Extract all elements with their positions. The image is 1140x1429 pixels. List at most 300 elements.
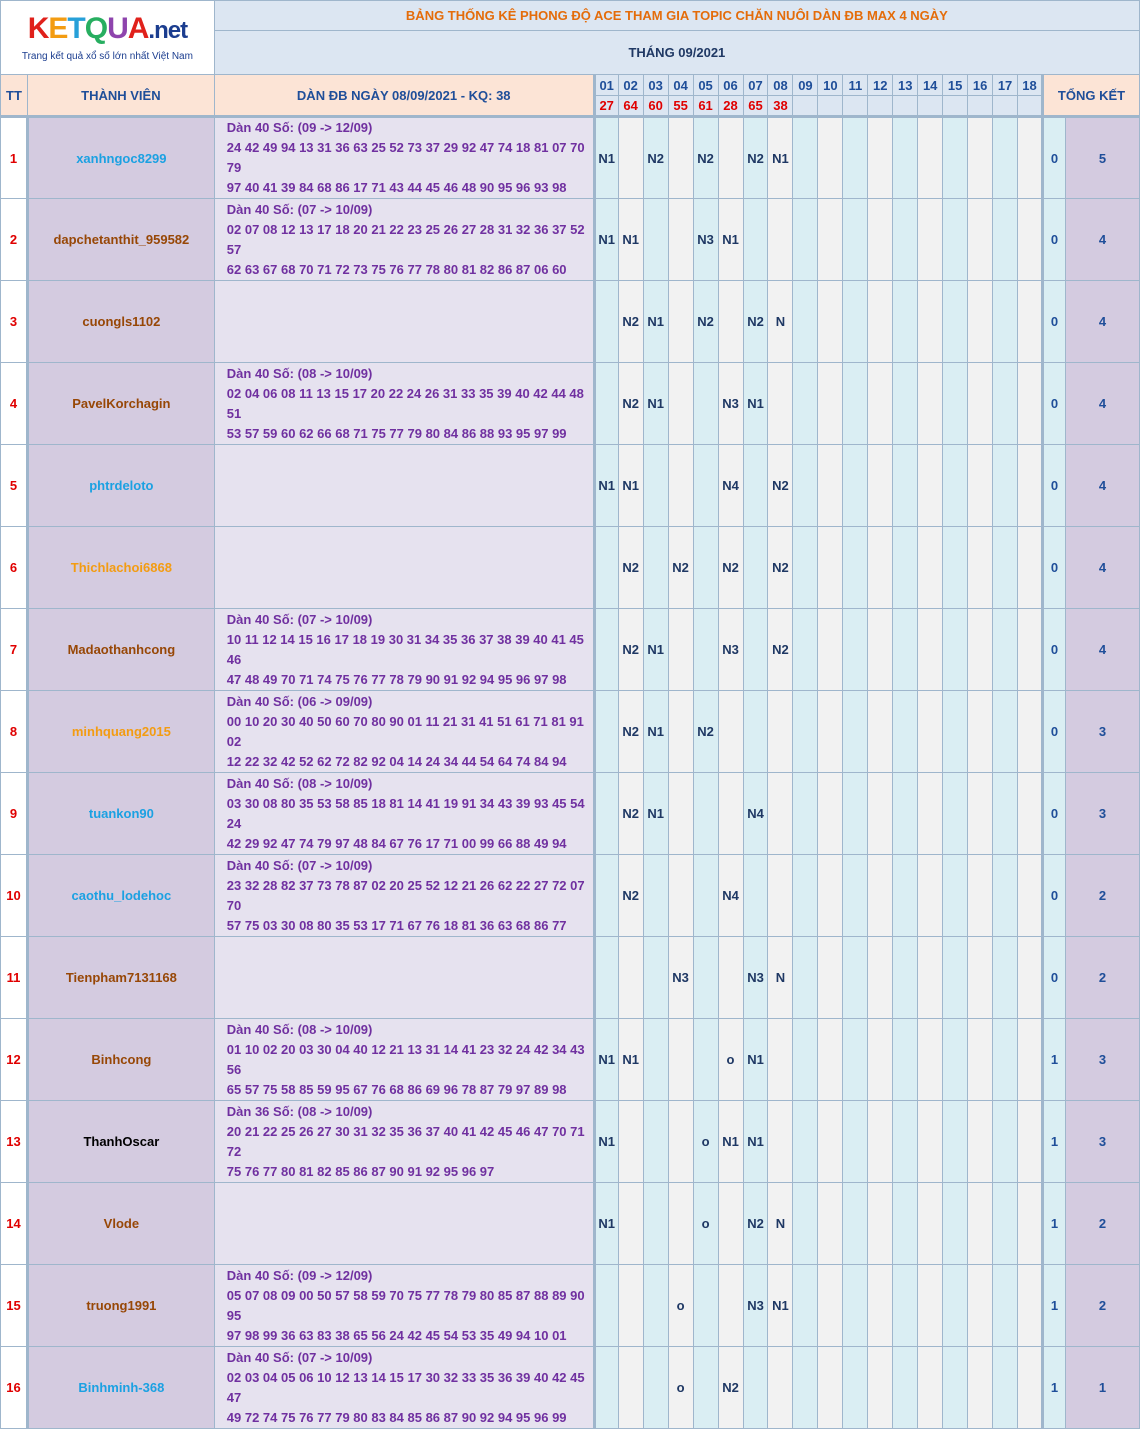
day-cell: N3 [743, 937, 768, 1019]
day-cell [993, 691, 1018, 773]
day-cell [818, 855, 843, 937]
day-cell: o [668, 1265, 693, 1347]
day-cell [594, 937, 618, 1019]
summary-count-a: 0 [1043, 363, 1066, 445]
dan-line: 97 40 41 39 84 68 86 17 71 43 44 45 46 48 90 95 96 93 98 [226, 180, 567, 195]
day-cell: N4 [743, 773, 768, 855]
day-cell [693, 1347, 718, 1429]
member-name[interactable]: caothu_lodehoc [27, 855, 214, 937]
day-cell [818, 363, 843, 445]
day-cell [943, 527, 968, 609]
table-row [1, 363, 1140, 445]
day-header: 05 [693, 75, 718, 96]
day-cell [893, 1347, 918, 1429]
day-cell [743, 855, 768, 937]
day-cell [718, 937, 743, 1019]
day-cell [594, 281, 618, 363]
day-cell: N2 [618, 527, 643, 609]
day-header: 17 [993, 75, 1018, 96]
member-name[interactable]: xanhngoc8299 [27, 117, 214, 199]
dan-numbers [214, 773, 594, 855]
day-cell [868, 117, 893, 199]
row-index: 4 [1, 363, 28, 445]
day-header: 18 [1018, 75, 1043, 96]
dan-title: Dàn 40 Số: (07 -> 10/09) [226, 201, 373, 217]
row-index: 13 [1, 1101, 28, 1183]
dan-line: 75 76 77 80 81 82 85 86 87 90 91 92 95 96 97 [226, 1163, 495, 1179]
day-cell [993, 527, 1018, 609]
day-result: 61 [693, 96, 718, 117]
day-cell [843, 199, 868, 281]
day-cell [643, 1347, 668, 1429]
summary-count-b: 1 [1065, 1347, 1139, 1429]
summary-count-b: 5 [1065, 117, 1139, 199]
day-header: 09 [793, 75, 818, 96]
summary-count-a: 0 [1043, 445, 1066, 527]
dan-line: 24 42 49 94 13 31 36 63 25 52 73 37 29 92 47 74 18 81 07 70 79 [226, 140, 585, 175]
day-header: 04 [668, 75, 693, 96]
dan-numbers [214, 1019, 594, 1101]
member-name[interactable]: PavelKorchagin [27, 363, 214, 445]
day-cell [893, 691, 918, 773]
day-cell [843, 117, 868, 199]
day-cell [1018, 363, 1043, 445]
day-cell: N2 [743, 117, 768, 199]
day-cell [918, 117, 943, 199]
day-cell [893, 363, 918, 445]
day-cell [668, 691, 693, 773]
day-cell [1018, 1265, 1043, 1347]
dan-numbers [214, 1101, 594, 1183]
day-cell [893, 609, 918, 691]
day-cell [993, 773, 1018, 855]
day-cell [668, 773, 693, 855]
day-cell [768, 1101, 793, 1183]
day-cell [1018, 691, 1043, 773]
dan-title: Dàn 36 Số: (08 -> 10/09) [226, 1103, 373, 1119]
day-header: 08 [768, 75, 793, 96]
day-cell [918, 1101, 943, 1183]
day-cell [868, 937, 893, 1019]
day-cell [643, 937, 668, 1019]
day-cell [743, 609, 768, 691]
dan-numbers [214, 199, 594, 281]
day-cell [668, 117, 693, 199]
day-cell: N1 [618, 199, 643, 281]
day-cell [793, 1183, 818, 1265]
row-index: 3 [1, 281, 28, 363]
day-cell [968, 773, 993, 855]
day-cell [918, 363, 943, 445]
col-header-dan: DÀN ĐB NGÀY 08/09/2021 - KQ: 38 [214, 75, 594, 117]
day-cell [918, 855, 943, 937]
day-result [843, 96, 868, 117]
table-row [1, 937, 1140, 1019]
member-name[interactable]: truong1991 [27, 1265, 214, 1347]
day-cell [768, 855, 793, 937]
day-cell [793, 855, 818, 937]
day-result: 65 [743, 96, 768, 117]
member-name[interactable]: dapchetanthit_959582 [27, 199, 214, 281]
day-cell [868, 1019, 893, 1101]
day-cell [768, 1019, 793, 1101]
day-cell [868, 1265, 893, 1347]
day-cell [868, 1101, 893, 1183]
row-index: 11 [1, 937, 28, 1019]
day-cell [718, 773, 743, 855]
dan-numbers [214, 937, 594, 1019]
day-cell [943, 609, 968, 691]
day-cell [668, 1019, 693, 1101]
row-index: 16 [1, 1347, 28, 1429]
table-row [1, 1265, 1140, 1347]
day-cell: N2 [743, 281, 768, 363]
day-cell [668, 363, 693, 445]
day-cell [818, 1183, 843, 1265]
day-cell [868, 1183, 893, 1265]
member-name[interactable]: ThanhOscar [27, 1101, 214, 1183]
day-cell [968, 691, 993, 773]
day-cell [818, 1101, 843, 1183]
day-cell: N1 [594, 1183, 618, 1265]
row-index: 15 [1, 1265, 28, 1347]
day-cell: N2 [618, 281, 643, 363]
day-cell [1018, 1183, 1043, 1265]
day-cell: N1 [743, 363, 768, 445]
day-cell: N1 [594, 1101, 618, 1183]
row-index: 1 [1, 117, 28, 199]
day-header: 06 [718, 75, 743, 96]
day-cell [968, 1101, 993, 1183]
day-cell [1018, 1101, 1043, 1183]
day-cell [793, 1101, 818, 1183]
dan-numbers [214, 1265, 594, 1347]
summary-count-b: 2 [1065, 937, 1139, 1019]
member-name[interactable]: tuankon90 [27, 773, 214, 855]
day-cell [868, 281, 893, 363]
day-cell [618, 1101, 643, 1183]
day-cell [893, 199, 918, 281]
dan-line: 49 72 74 75 76 77 79 80 83 84 85 86 87 90 92 94 95 96 99 [226, 1409, 567, 1425]
day-cell [718, 1265, 743, 1347]
day-cell [843, 1019, 868, 1101]
day-cell [968, 1265, 993, 1347]
day-result [893, 96, 918, 117]
day-cell: N2 [693, 281, 718, 363]
day-cell [693, 773, 718, 855]
day-cell [743, 199, 768, 281]
day-cell [618, 937, 643, 1019]
day-cell [793, 199, 818, 281]
day-cell [594, 1347, 618, 1429]
col-header-tt: TT [1, 75, 28, 117]
day-cell [1018, 1347, 1043, 1429]
summary-count-b: 3 [1065, 1101, 1139, 1183]
table-row [1, 1347, 1140, 1429]
day-cell: N3 [743, 1265, 768, 1347]
day-cell [943, 281, 968, 363]
day-cell [693, 937, 718, 1019]
day-cell: N2 [618, 691, 643, 773]
day-header: 14 [918, 75, 943, 96]
summary-count-b: 4 [1065, 445, 1139, 527]
summary-count-b: 2 [1065, 855, 1139, 937]
logo-letter: E [48, 12, 68, 45]
day-cell: N1 [618, 445, 643, 527]
summary-count-a: 1 [1043, 1101, 1066, 1183]
day-cell [693, 1265, 718, 1347]
day-cell [693, 363, 718, 445]
day-header: 03 [643, 75, 668, 96]
day-cell: N2 [718, 527, 743, 609]
summary-count-a: 1 [1043, 1019, 1066, 1101]
dan-line: 65 57 75 58 85 59 95 67 76 68 86 69 96 78 87 79 97 89 98 [226, 1081, 567, 1097]
day-cell [843, 1183, 868, 1265]
day-cell [918, 691, 943, 773]
day-cell [943, 691, 968, 773]
summary-count-a: 0 [1043, 281, 1066, 363]
day-cell [668, 281, 693, 363]
day-cell [594, 527, 618, 609]
day-cell [1018, 609, 1043, 691]
day-cell [818, 937, 843, 1019]
table-row [1, 527, 1140, 609]
member-name[interactable]: cuongls1102 [27, 281, 214, 363]
day-cell [643, 1265, 668, 1347]
member-name[interactable]: phtrdeloto [27, 445, 214, 527]
member-name[interactable]: minhquang2015 [27, 691, 214, 773]
member-name[interactable]: Thichlachoi6868 [27, 527, 214, 609]
day-cell [993, 281, 1018, 363]
day-header: 13 [893, 75, 918, 96]
day-cell: N4 [718, 855, 743, 937]
day-cell [918, 445, 943, 527]
day-cell [993, 609, 1018, 691]
day-cell [693, 855, 718, 937]
day-cell [793, 1347, 818, 1429]
table-row [1, 691, 1140, 773]
day-cell: N [768, 1183, 793, 1265]
day-cell [918, 527, 943, 609]
summary-count-b: 3 [1065, 773, 1139, 855]
day-cell [818, 609, 843, 691]
day-cell [668, 445, 693, 527]
summary-count-b: 4 [1065, 527, 1139, 609]
day-result: 55 [668, 96, 693, 117]
day-cell [968, 363, 993, 445]
logo-tagline: Trang kết quả xổ số lớn nhất Việt Nam [21, 51, 193, 62]
day-cell [893, 281, 918, 363]
day-cell: N4 [718, 445, 743, 527]
dan-title: Dàn 40 Số: (08 -> 10/09) [226, 365, 373, 381]
summary-count-a: 0 [1043, 117, 1066, 199]
table-row [1, 199, 1140, 281]
day-cell [1018, 281, 1043, 363]
day-cell [718, 117, 743, 199]
day-cell [968, 445, 993, 527]
row-index: 12 [1, 1019, 28, 1101]
summary-count-a: 1 [1043, 1347, 1066, 1429]
day-cell [643, 445, 668, 527]
summary-count-b: 4 [1065, 609, 1139, 691]
summary-count-b: 2 [1065, 1183, 1139, 1265]
day-cell: N1 [643, 691, 668, 773]
day-cell [618, 1347, 643, 1429]
day-cell [893, 1265, 918, 1347]
summary-count-a: 0 [1043, 691, 1066, 773]
table-row [1, 1101, 1140, 1183]
day-cell [843, 609, 868, 691]
day-cell [594, 363, 618, 445]
day-cell: N1 [594, 1019, 618, 1101]
day-cell [843, 363, 868, 445]
day-cell [943, 773, 968, 855]
day-result [1018, 96, 1043, 117]
day-result: 28 [718, 96, 743, 117]
day-cell: N2 [768, 527, 793, 609]
dan-numbers [214, 117, 594, 199]
day-cell [668, 609, 693, 691]
day-cell [793, 773, 818, 855]
member-name[interactable]: Binhminh-368 [27, 1347, 214, 1429]
logo-letter: U [107, 12, 128, 45]
day-cell [668, 1183, 693, 1265]
member-name[interactable]: Madaothanhcong [27, 609, 214, 691]
dan-numbers [214, 855, 594, 937]
day-cell [643, 199, 668, 281]
day-cell: N3 [693, 199, 718, 281]
day-cell: N1 [718, 199, 743, 281]
day-cell: N [768, 281, 793, 363]
day-cell [968, 609, 993, 691]
day-cell [768, 199, 793, 281]
day-cell [1018, 773, 1043, 855]
day-cell [818, 527, 843, 609]
day-cell: N [768, 937, 793, 1019]
day-cell [643, 1101, 668, 1183]
logo-letter: A [127, 12, 149, 45]
day-cell: N2 [768, 609, 793, 691]
dan-line: 02 04 06 08 11 13 15 17 20 22 24 26 31 33 35 39 40 42 44 48 51 [226, 385, 584, 421]
row-index: 5 [1, 445, 28, 527]
dan-title: Dàn 40 Số: (09 -> 12/09) [226, 1267, 373, 1283]
summary-count-b: 4 [1065, 199, 1139, 281]
day-cell: N2 [618, 855, 643, 937]
day-cell [718, 691, 743, 773]
day-cell [768, 691, 793, 773]
day-cell [993, 855, 1018, 937]
day-result: 38 [768, 96, 793, 117]
dan-numbers [214, 363, 594, 445]
day-cell: N2 [668, 527, 693, 609]
day-cell [743, 445, 768, 527]
day-cell [594, 855, 618, 937]
day-cell [1018, 527, 1043, 609]
day-cell: N1 [768, 1265, 793, 1347]
day-cell: N3 [718, 363, 743, 445]
dan-line: 57 75 03 30 08 80 35 53 17 71 67 76 18 81 36 63 68 86 77 [226, 917, 567, 933]
dan-line: 42 29 92 47 74 79 97 48 84 67 76 17 71 00 99 66 88 49 94 [226, 835, 567, 851]
day-cell [993, 1265, 1018, 1347]
day-cell [843, 937, 868, 1019]
day-cell: N1 [718, 1101, 743, 1183]
day-header: 01 [594, 75, 618, 96]
day-cell [943, 199, 968, 281]
day-cell: N2 [718, 1347, 743, 1429]
day-cell [968, 199, 993, 281]
row-index: 7 [1, 609, 28, 691]
table-row [1, 1019, 1140, 1101]
row-index: 6 [1, 527, 28, 609]
day-cell [793, 1019, 818, 1101]
day-cell: o [718, 1019, 743, 1101]
dan-line: 01 10 02 20 03 30 04 40 12 21 13 31 14 41 23 32 24 42 34 43 56 [226, 1041, 585, 1077]
member-name[interactable]: Vlode [27, 1183, 214, 1265]
logo[interactable] [1, 1, 215, 75]
dan-title: Dàn 40 Số: (08 -> 10/09) [226, 1021, 373, 1037]
day-cell [843, 691, 868, 773]
day-cell [793, 527, 818, 609]
day-cell [868, 855, 893, 937]
summary-count-b: 3 [1065, 1019, 1139, 1101]
day-cell [893, 855, 918, 937]
dan-line: 02 03 04 05 06 10 12 13 14 15 17 30 32 33 35 36 39 40 42 45 47 [226, 1369, 585, 1405]
col-header-member: THÀNH VIÊN [27, 75, 214, 117]
day-cell [793, 609, 818, 691]
day-cell: N2 [618, 773, 643, 855]
summary-count-a: 0 [1043, 527, 1066, 609]
day-cell [968, 1183, 993, 1265]
summary-count-b: 3 [1065, 691, 1139, 773]
dan-numbers [214, 609, 594, 691]
day-cell [843, 281, 868, 363]
day-cell [943, 855, 968, 937]
day-cell [968, 855, 993, 937]
day-cell: N2 [768, 445, 793, 527]
day-cell [768, 773, 793, 855]
day-cell [643, 1019, 668, 1101]
dan-numbers [214, 1347, 594, 1429]
day-cell [793, 937, 818, 1019]
day-cell [868, 527, 893, 609]
day-cell [993, 1183, 1018, 1265]
dan-title: Dàn 40 Số: (07 -> 10/09) [226, 1349, 373, 1365]
logo-suffix: .net [148, 17, 188, 44]
day-cell [918, 1347, 943, 1429]
day-cell [993, 445, 1018, 527]
dan-line: 20 21 22 25 26 27 30 31 32 35 36 37 40 41 42 45 46 47 70 71 72 [226, 1123, 585, 1159]
dan-title: Dàn 40 Số: (07 -> 10/09) [226, 611, 373, 627]
day-cell [793, 117, 818, 199]
day-cell: N1 [594, 117, 618, 199]
day-cell [893, 117, 918, 199]
day-cell [943, 1101, 968, 1183]
member-name[interactable]: Binhcong [27, 1019, 214, 1101]
dan-numbers [214, 445, 594, 527]
day-cell [918, 199, 943, 281]
day-cell [943, 445, 968, 527]
day-cell [843, 1265, 868, 1347]
dan-title: Dàn 40 Số: (06 -> 09/09) [226, 693, 373, 709]
summary-count-a: 1 [1043, 1265, 1066, 1347]
member-name[interactable]: Tienpham7131168 [27, 937, 214, 1019]
day-cell [843, 1101, 868, 1183]
day-cell [843, 527, 868, 609]
day-cell [718, 1183, 743, 1265]
logo-letter: T [67, 12, 85, 45]
day-cell [668, 1101, 693, 1183]
day-cell [918, 609, 943, 691]
